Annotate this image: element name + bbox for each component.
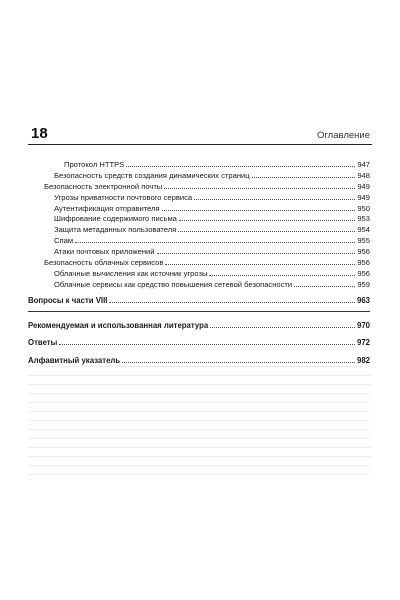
toc-entry — [28, 225, 370, 236]
toc-entry — [28, 236, 370, 247]
spacer — [28, 349, 370, 356]
toc-entry-page: 972 — [356, 338, 370, 348]
toc-entry-label: Облачные вычисления как источник угрозы — [54, 268, 208, 278]
toc-entry-page: 982 — [356, 356, 370, 366]
toc-chapter-entry — [28, 356, 370, 367]
toc-entry-label: Ответы — [28, 338, 58, 348]
toc-entry-label: Защита метаданных пользователя — [54, 225, 177, 235]
section-divider — [28, 311, 370, 312]
toc-entry-label: Безопасность средств создания динамических страниц — [54, 170, 250, 180]
running-header: Оглавление — [317, 130, 370, 141]
toc-entry-label: Рекомендуемая и использованная литература — [28, 320, 209, 330]
spacer — [28, 331, 370, 338]
toc-leader-dots — [126, 166, 355, 167]
toc-entry — [28, 247, 370, 258]
toc-entry — [28, 182, 370, 193]
toc-entry-page: 953 — [357, 214, 370, 224]
toc-entry-label: Угрозы приватности почтового сервиса — [54, 192, 193, 202]
toc-entry-page: 955 — [357, 236, 370, 246]
toc-entry-label: Безопасность электронной почты — [44, 181, 163, 191]
toc-leader-dots — [252, 177, 356, 178]
toc-entry-label: Алфавитный указатель — [28, 356, 121, 366]
toc-entry — [28, 258, 370, 269]
toc-leader-dots — [178, 231, 355, 232]
toc-leader-dots — [75, 242, 355, 243]
toc-entry-page: 954 — [357, 225, 370, 235]
toc-entry-label: Вопросы к части VIII — [28, 295, 108, 305]
toc-leader-dots — [59, 344, 355, 345]
toc-chapter-entry — [28, 321, 370, 332]
toc-entry-page: 970 — [356, 320, 370, 330]
toc-entry-label: Атаки почтовых приложений — [54, 247, 155, 257]
toc-entry — [28, 160, 370, 171]
toc-entry-page: 950 — [357, 203, 370, 213]
toc-entry-page: 963 — [356, 295, 370, 305]
toc-leader-dots — [162, 210, 356, 211]
toc-entry-page: 956 — [357, 247, 370, 257]
bleed-through-texture — [28, 366, 370, 476]
toc-chapter-entry — [28, 338, 370, 349]
toc-entry — [28, 193, 370, 204]
toc-leader-dots — [209, 275, 355, 276]
toc-entry — [28, 171, 370, 182]
toc-entry-page: 956 — [357, 258, 370, 268]
toc-leader-dots — [165, 264, 355, 265]
header-rule — [28, 144, 372, 145]
toc-entry — [28, 269, 370, 280]
toc-leader-dots — [179, 220, 355, 221]
toc-entry-page: 959 — [357, 279, 370, 289]
toc-entry-label: Аутентификация отправителя — [54, 203, 160, 213]
toc-leader-dots — [210, 327, 355, 328]
toc-entry-page: 947 — [357, 160, 370, 169]
toc-entry — [28, 280, 370, 291]
toc-leader-dots — [294, 286, 355, 287]
toc-entry-page: 956 — [357, 268, 370, 278]
toc-entry-label: Шифрование содержимого письма — [54, 214, 177, 224]
toc-entry-label: Облачные сервисы как средство повышения сетевой безопасности — [54, 279, 293, 289]
toc-entry-page: 948 — [357, 170, 370, 180]
toc-leader-dots — [164, 188, 355, 189]
toc-entry-label: Спам — [54, 236, 74, 246]
toc-leader-dots — [122, 362, 355, 363]
toc-entry — [28, 214, 370, 225]
toc-entry-page: 949 — [357, 181, 370, 191]
toc-entry-page: 949 — [357, 192, 370, 202]
toc-entry-label: Протокол HTTPS — [64, 160, 125, 169]
toc-chapter-entry — [28, 296, 370, 307]
page-number: 18 — [31, 125, 48, 142]
toc-leader-dots — [194, 199, 355, 200]
toc-leader-dots — [109, 302, 355, 303]
toc-entry — [28, 204, 370, 215]
table-of-contents — [28, 160, 370, 367]
toc-leader-dots — [157, 253, 356, 254]
toc-entry-label: Безопасность облачных сервисов — [44, 258, 164, 268]
